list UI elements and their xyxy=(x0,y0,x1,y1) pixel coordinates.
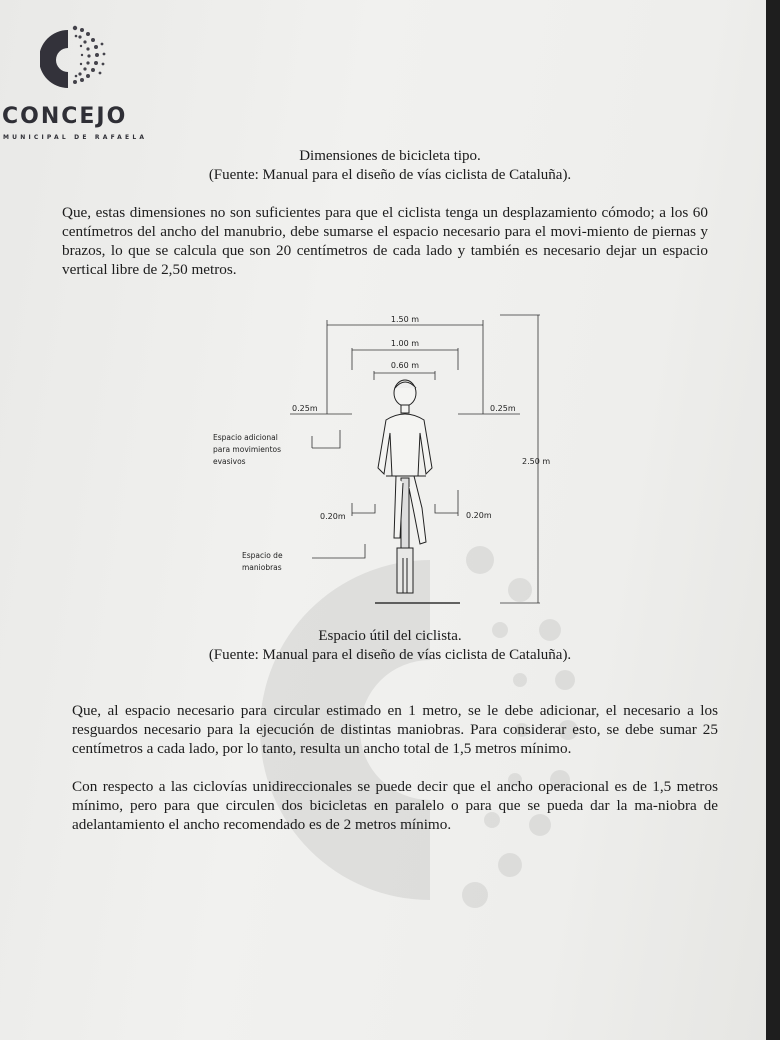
logo-title: CONCEJO xyxy=(2,104,128,129)
paragraph-unidirectional-lanes: Con respecto a las ciclovías unidireccionales se puede decir que el ancho operacional es de 1,5 metros mínimo, pero para que circulen dos bicicletas en paralelo o para que se pueda dar la ma-niobra de adelantamiento el ancho recomendado es de 2 metros mínimo. xyxy=(72,778,718,833)
dim-total-width: 1.50 m xyxy=(390,315,420,324)
logo-subtitle: MUNICIPAL DE RAFAELA xyxy=(3,134,148,141)
dim-handlebar: 0.60 m xyxy=(390,361,420,370)
caption-title: Espacio útil del ciclista. xyxy=(318,628,462,644)
dim-right-side: 0.20m xyxy=(466,511,492,520)
caption-source: (Fuente: Manual para el diseño de vías ciclista de Cataluña). xyxy=(208,167,572,183)
caption-title: Dimensiones de bicicleta tipo. xyxy=(299,148,481,164)
concejo-logo xyxy=(0,18,170,141)
scan-edge xyxy=(766,0,780,1040)
label-maneuver-1: Espacio de xyxy=(242,551,283,560)
cyclist-icon xyxy=(378,380,432,593)
dim-inner-width: 1.00 m xyxy=(390,339,420,348)
paragraph-dimensions: Que, estas dimensiones no son suficientes para que el ciclista tenga un desplazamiento cómodo; a los 60 centímetros del ancho del manubrio, debe sumarse el espacio necesario para el movi-miento de piernas y brazos, lo que se calcula que son 20 centímetros de cada lado y también es necesario dejar un espacio vertical libre de 2,50 metros. xyxy=(62,204,708,278)
figure-caption-cyclist-space xyxy=(0,627,766,665)
dim-left-side: 0.20m xyxy=(320,512,346,521)
dim-height: 2.50 m xyxy=(522,457,551,466)
concejo-logo-icon xyxy=(40,22,110,102)
cyclist-space-diagram xyxy=(200,308,570,618)
caption-source: (Fuente: Manual para el diseño de vías ciclista de Cataluña). xyxy=(208,647,572,663)
dim-left-margin: 0.25m xyxy=(292,404,318,413)
dim-right-margin: 0.25m xyxy=(490,404,516,413)
label-maneuver-2: maniobras xyxy=(242,563,282,572)
figure-caption-bicycle xyxy=(0,147,766,185)
label-extra-space-1: Espacio adicional xyxy=(213,433,278,442)
label-extra-space-3: evasivos xyxy=(213,457,246,466)
paragraph-maneuver-width: Que, al espacio necesario para circular estimado en 1 metro, se le debe adicionar, el necesario a los resguardos necesario para la ejecución de distintas maniobras. Para considerar esto, se debe sumar 25 centímetros a cada lado, por lo tanto, resulta un ancho total de 1,5 metros mínimo. xyxy=(72,702,718,757)
label-extra-space-2: para movimientos xyxy=(213,445,282,454)
